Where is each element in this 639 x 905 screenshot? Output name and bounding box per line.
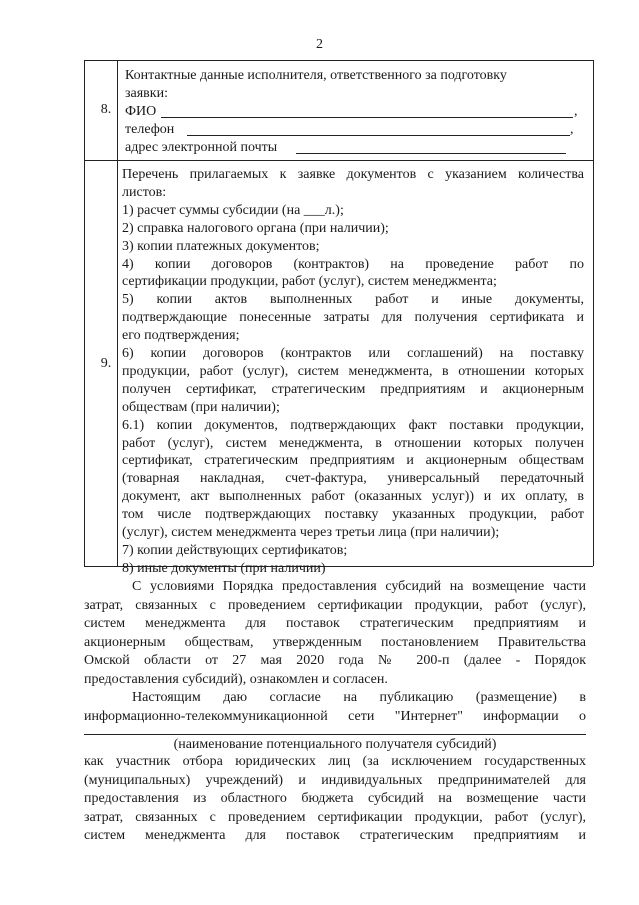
document-list-line: получен сертификат, стратегическим предприятиям и акционерным: [122, 381, 584, 397]
document-list-line: 5) копии актов выполненных работ и иные документы,: [122, 292, 584, 308]
document-list-line: том числе подтверждающих поставку указанных продукции, работ: [122, 507, 584, 523]
fio-field: [125, 103, 156, 121]
paragraph-line: Настоящим даю согласие на публикацию (размещение) в: [132, 690, 586, 705]
paragraph-line: акционерным обществам, утвержденным постановлением Правительства: [84, 634, 586, 650]
paragraph-line: затрат, связанных с проведением сертификации продукции, работ (услуг),: [84, 597, 586, 613]
table-left-border: [84, 60, 85, 566]
table-row-divider: [84, 160, 593, 161]
document-list-line: сертификат, стратегическим предприятиям и акционерным обществам: [122, 453, 584, 469]
document-list-line: сертификации продукции, работ (услуг), систем менеджмента;: [122, 274, 497, 290]
document-list-line: 6) копии договоров (контрактов или соглашений) на поставку: [122, 346, 584, 361]
fio-label: ФИО: [125, 104, 157, 119]
document-list-line: 2) справка налогового органа (при наличии);: [122, 220, 389, 236]
fio-comma: ,: [574, 104, 578, 119]
phone-comma: ,: [570, 122, 574, 137]
paragraph-line: предоставления субсидий), ознакомлен и согласен.: [84, 671, 388, 687]
paragraph-line: С условиями Порядка предоставления субсидий на возмещение части: [132, 579, 586, 594]
document-list-line: 4) копии договоров (контрактов) на проведение работ по: [122, 256, 584, 272]
document-list-line: 6.1) копии документов, подтверждающих факт поставки продукции,: [122, 417, 584, 433]
document-list-line: документ, акт выполненных работ (оказанных услуг)) и их оплату, в: [122, 489, 584, 505]
phone-label: телефон: [125, 122, 175, 137]
document-list-line: 1) расчет суммы субсидии (на ___л.);: [122, 202, 344, 218]
document-list-line: работ (услуг), систем менеджмента, в отношении которых получен: [122, 435, 584, 451]
email-blank: [296, 153, 566, 154]
document-list-line: продукции, работ (услуг), систем менеджмента, в отношении которых: [122, 363, 584, 379]
document-list-line: подтверждающие понесенные затраты для получения сертификата и: [122, 310, 584, 326]
fio-blank: [161, 117, 573, 118]
phone-blank: [187, 135, 570, 136]
email-field: [125, 139, 277, 157]
contact-title-line1: Контактные данные исполнителя, ответственного за подготовку: [125, 68, 507, 83]
paragraph-line: Омской области от 27 мая 2020 года № 200-п (далее - Порядок: [84, 653, 586, 668]
paragraph-line: затрат, связанных с проведением сертификации продукции, работ (услуг),: [84, 809, 586, 825]
contact-title-line2: заявки:: [125, 86, 168, 101]
paragraph-line: предоставления из областного бюджета субсидий на возмещение части: [84, 791, 586, 806]
paragraph-line: (муниципальных) учреждений) и индивидуальных предпринимателей для: [84, 772, 586, 788]
paragraph-line: систем менеджмента для поставок стратегическим предприятиям и: [84, 828, 586, 843]
recipient-name-blank: [84, 734, 586, 735]
email-label: адрес электронной почты: [125, 140, 278, 155]
paragraph-line: систем менеджмента для поставок стратегическим предприятиям и: [84, 616, 586, 631]
document-list-line: обществам (при наличии);: [122, 399, 280, 415]
document-list-line: (услуг), систем менеджмента через третьи лица (при наличии);: [122, 525, 500, 540]
document-list-line: Перечень прилагаемых к заявке документов с указанием количества: [122, 167, 584, 182]
document-list-line: (товарная накладная, счет-фактура, универсальный передаточный: [122, 471, 584, 487]
table-top-border: [84, 60, 593, 61]
paragraph-line: информационно-телекоммуникационной сети "Интернет" информации о: [84, 708, 586, 724]
recipient-name-caption: (наименование потенциального получателя субсидий): [173, 737, 497, 752]
document-list-line: 3) копии платежных документов;: [122, 238, 320, 254]
phone-field: [125, 121, 174, 139]
row-number: 8.: [100, 102, 112, 117]
page-number: 2: [316, 37, 323, 52]
document-list-line: 8) иные документы (при наличии): [122, 560, 326, 576]
row-number: 9.: [100, 356, 112, 371]
document-list-line: листов:: [122, 184, 167, 200]
paragraph-line: как участник отбора юридических лиц (за исключением государственных: [84, 754, 586, 769]
table-right-border: [593, 60, 594, 566]
document-list-line: 7) копии действующих сертификатов;: [122, 542, 348, 558]
document-list-line: его подтверждения;: [122, 328, 240, 344]
table-column-divider: [117, 60, 118, 566]
